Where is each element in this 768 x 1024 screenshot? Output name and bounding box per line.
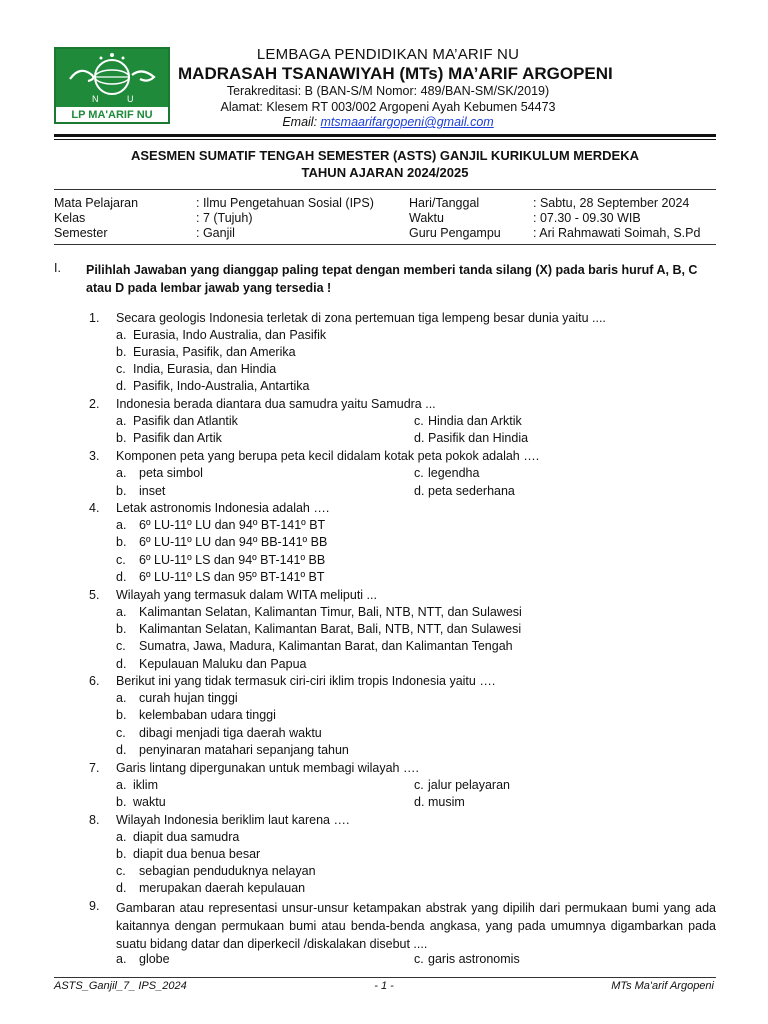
header-rule-thick <box>54 134 716 137</box>
exam-title: ASESMEN SUMATIF TENGAH SEMESTER (ASTS) GANJIL KURIKULUM MERDEKA <box>131 148 639 163</box>
option-text: iklim <box>133 778 158 792</box>
option-letter: b. <box>116 795 127 809</box>
question-number: 2. <box>89 397 100 411</box>
option-text: penyinaran matahari sepanjang tahun <box>139 743 349 757</box>
option-letter: a. <box>116 778 127 792</box>
option-text: diapit dua benua besar <box>133 847 261 861</box>
option-text: Sumatra, Jawa, Madura, Kalimantan Barat, dan Kalimantan Tengah <box>139 639 513 653</box>
info-value-class: : 7 (Tujuh) <box>196 211 253 225</box>
option-text: inset <box>139 484 166 498</box>
option-text: peta sederhana <box>428 484 515 498</box>
question-text: Wilayah Indonesia beriklim laut karena …. <box>116 813 350 827</box>
option-letter: c. <box>414 466 424 480</box>
logo-letter-u: U <box>127 94 134 104</box>
option-letter: b. <box>116 431 127 445</box>
option-text: Pasifik dan Hindia <box>428 431 529 445</box>
option-text: Pasifik, Indo-Australia, Antartika <box>133 379 310 393</box>
info-value-semester: : Ganjil <box>196 226 235 240</box>
option-text: jalur pelayaran <box>428 778 510 792</box>
option-text: Kalimantan Selatan, Kalimantan Timur, Bali, NTB, NTT, dan Sulawesi <box>139 605 522 619</box>
question-number: 7. <box>89 761 100 775</box>
email-line <box>178 115 598 129</box>
option-letter: d. <box>116 570 127 584</box>
info-value-time: : 07.30 - 09.30 WIB <box>533 211 641 225</box>
option-text: sebagian penduduknya nelayan <box>139 864 316 878</box>
email-link[interactable]: mtsmaarifargopeni@gmail.com <box>320 115 494 129</box>
option-text: Eurasia, Pasifik, dan Amerika <box>133 345 296 359</box>
option-letter: b. <box>116 484 127 498</box>
option-text: dibagi menjadi tiga daerah waktu <box>139 726 322 740</box>
option-text: musim <box>428 795 465 809</box>
footer-school: MTs Ma'arif Argopeni <box>611 980 714 992</box>
page-number: - 1 - <box>374 980 394 992</box>
option-text: Hindia dan Arktik <box>428 414 522 428</box>
question-number: 4. <box>89 501 100 515</box>
footer-doc-code: ASTS_Ganjil_7_ IPS_2024 <box>54 980 187 992</box>
option-text: peta simbol <box>139 466 203 480</box>
option-letter: d. <box>414 431 425 445</box>
option-letter: c. <box>116 639 126 653</box>
info-label-subject: Mata Pelajaran <box>54 196 139 210</box>
option-letter: a. <box>116 328 127 342</box>
option-letter: a. <box>116 691 127 705</box>
option-letter: a. <box>116 466 127 480</box>
section-number: I. <box>54 261 61 275</box>
option-letter: c. <box>414 414 424 428</box>
info-value-date: : Sabtu, 28 September 2024 <box>533 196 690 210</box>
option-letter: d. <box>414 484 425 498</box>
option-text: merupakan daerah kepulauan <box>139 881 306 895</box>
option-letter: c. <box>116 362 126 376</box>
option-text: waktu <box>133 795 166 809</box>
institution-name: LEMBAGA PENDIDIKAN MA’ARIF NU <box>256 46 520 63</box>
option-letter: d. <box>116 881 127 895</box>
question-text: Indonesia berada diantara dua samudra yaitu Samudra ... <box>116 397 436 411</box>
option-text: diapit dua samudra <box>133 830 240 844</box>
footer-rule <box>54 977 716 978</box>
question-number: 9. <box>89 899 100 913</box>
option-letter: b. <box>116 622 127 636</box>
option-text: legendha <box>428 466 480 480</box>
question-number: 1. <box>89 311 100 325</box>
option-letter: c. <box>116 864 126 878</box>
question-number: 8. <box>89 813 100 827</box>
option-text: Kepulauan Maluku dan Papua <box>139 657 307 671</box>
option-letter: a. <box>116 605 127 619</box>
school-name: MADRASAH TSANAWIYAH (MTs) MA’ARIF ARGOPENI <box>178 64 613 83</box>
instruction-text: Pilihlah Jawaban yang dianggap paling tepat dengan memberi tanda silang (X) pada baris huruf A, B, C atau D pada lembar jawab yang tersedia ! <box>86 263 698 295</box>
info-label-class: Kelas <box>54 211 86 225</box>
option-letter: d. <box>116 743 127 757</box>
option-text: Eurasia, Indo Australia, dan Pasifik <box>133 328 327 342</box>
option-letter: a. <box>116 830 127 844</box>
option-text: 6º LU-11º LU dan 94º BB-141º BB <box>139 535 328 549</box>
option-text: Pasifik dan Atlantik <box>133 414 238 428</box>
academic-year: TAHUN AJARAN 2024/2025 <box>301 165 469 180</box>
option-letter: c. <box>116 553 126 567</box>
question-text: Komponen peta yang berupa peta kecil didalam kotak peta pokok adalah …. <box>116 449 540 463</box>
info-value-teacher: : Ari Rahmawati Soimah, S.Pd <box>533 226 701 240</box>
option-text: garis astronomis <box>428 952 520 966</box>
option-text: globe <box>139 952 170 966</box>
question-number: 3. <box>89 449 100 463</box>
question-text: Garis lintang dipergunakan untuk membagi wilayah …. <box>116 761 419 775</box>
option-text: India, Eurasia, dan Hindia <box>133 362 277 376</box>
option-letter: b. <box>116 708 127 722</box>
option-text: curah hujan tinggi <box>139 691 238 705</box>
header-rule-thin <box>54 139 716 140</box>
address: Alamat: Klesem RT 003/002 Argopeni Ayah Kebumen 54473 <box>220 100 556 114</box>
accreditation: Terakreditasi: B (BAN-S/M Nomor: 489/BAN-SM/SK/2019) <box>226 84 550 98</box>
question-number: 6. <box>89 674 100 688</box>
question-text: Secara geologis Indonesia terletak di zona pertemuan tiga lempeng besar dunia yaitu .... <box>116 311 606 325</box>
lp-maarif-nu-logo <box>54 47 170 124</box>
info-label-date: Hari/Tanggal <box>409 196 480 210</box>
option-text: 6º LU-11º LU dan 94º BT-141º BT <box>139 518 326 532</box>
email-label: Email: <box>282 115 321 129</box>
option-letter: b. <box>116 345 127 359</box>
option-letter: d. <box>414 795 425 809</box>
option-letter: d. <box>116 379 127 393</box>
info-top-rule <box>54 189 716 190</box>
option-letter: c. <box>414 952 424 966</box>
question-text: Letak astronomis Indonesia adalah …. <box>116 501 330 515</box>
question-text: Gambaran atau representasi unsur-unsur ketampakan abstrak yang dipilih dari permukaan bumi yang ada kaitannya dengan permukaan bumi atau benda-benda angkasa, yang pada umumnya digambarkan pada suatu bidang datar dan diperkecil /diskalakan disebut .... <box>116 901 716 951</box>
option-text: 6º LU-11º LS dan 95º BT-141º BT <box>139 570 325 584</box>
info-label-semester: Semester <box>54 226 108 240</box>
option-letter: a. <box>116 518 127 532</box>
option-letter: b. <box>116 535 127 549</box>
info-label-teacher: Guru Pengampu <box>409 226 501 240</box>
question-number: 5. <box>89 588 100 602</box>
option-letter: b. <box>116 847 127 861</box>
info-value-subject: : Ilmu Pengetahuan Sosial (IPS) <box>196 196 374 210</box>
option-text: 6º LU-11º LS dan 94º BT-141º BB <box>139 553 326 567</box>
option-text: Pasifik dan Artik <box>133 431 222 445</box>
info-label-time: Waktu <box>409 211 444 225</box>
option-letter: d. <box>116 657 127 671</box>
info-bottom-rule <box>54 244 716 245</box>
option-letter: c. <box>414 778 424 792</box>
option-text: kelembaban udara tinggi <box>139 708 276 722</box>
logo-text: LP MA'ARIF NU <box>71 109 153 121</box>
option-letter: a. <box>116 414 127 428</box>
option-text: Kalimantan Selatan, Kalimantan Barat, Bali, NTB, NTT, dan Sulawesi <box>139 622 522 636</box>
question-text: Berikut ini yang tidak termasuk ciri-ciri iklim tropis Indonesia yaitu …. <box>116 674 496 688</box>
option-letter: c. <box>116 726 126 740</box>
logo-letter-n: N <box>92 94 99 104</box>
question-text: Wilayah yang termasuk dalam WITA meliputi ... <box>116 588 377 602</box>
nu-emblem-icon <box>56 49 168 122</box>
option-letter: a. <box>116 952 127 966</box>
